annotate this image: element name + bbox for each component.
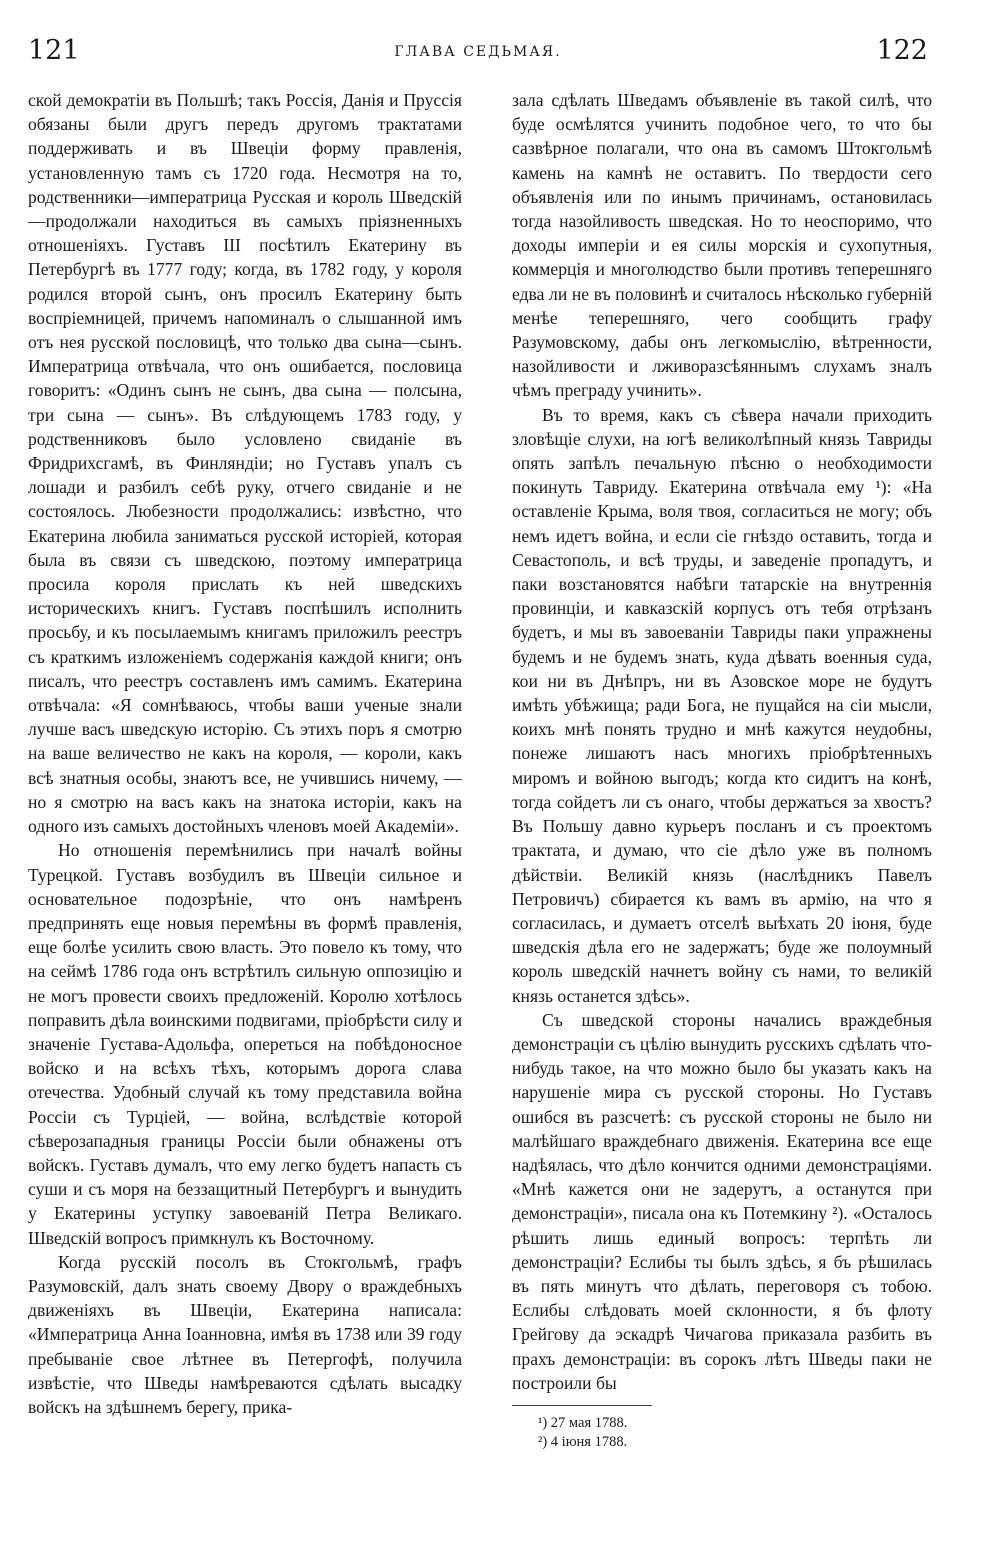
left-column xyxy=(28,88,462,1419)
footnote: ²) 4 іюня 1788. xyxy=(538,1433,628,1450)
paragraph: Но отношенія перемѣнились при началѣ войны Турецкой. Густавъ возбудилъ въ Швеціи сильное и основательное подозрѣніе, что онъ намѣренъ предпринять еще новыя перемѣны въ формѣ правленія, еще болѣе усилить свою власть. Это повело къ тому, что на сеймѣ 1786 года онъ встрѣтилъ сильную оппозицію и не могъ провести своихъ предложеній. Королю хотѣлось поправить дѣла воинскими подвигами, пріобрѣсти силу и значеніе Густава-Адольфа, опереться на побѣдоносное войско и на всѣхъ тѣхъ, которымъ дорога слава отечества. Удобный случай къ тому представила война Россіи съ Турціей, — война, вслѣдствіе которой сѣверозападныя границы Россіи были обнажены отъ войскъ. Густавъ думалъ, что ему легко будетъ напасть съ суши и съ моря на беззащитный Петербургъ и вынудить у Екатерины уступку завоеваній Петра Великаго. Шведскій вопросъ примкнулъ къ Восточному. xyxy=(28,840,462,1248)
running-header xyxy=(28,34,928,74)
footnote: ¹) 27 мая 1788. xyxy=(538,1414,628,1431)
paragraph: Когда русскій посолъ въ Стокгольмѣ, графъ Разумовскій, далъ знать своему Двору о враждебныхъ движеніяхъ въ Швеціи, Екатерина написала: «Императрица Анна Іоанновна, имѣя въ 1738 или 39 году пребываніе свое лѣтнее въ Петергофѣ, получила извѣстіе, что Шведы намѣреваются сдѣлать высадку войскъ на здѣшнемъ берегу, прика- xyxy=(28,1251,462,1417)
footnote-divider xyxy=(512,1405,652,1406)
page-number-right: 122 xyxy=(876,35,928,66)
paragraph: Съ шведской стороны начались враждебныя демонстраціи съ цѣлію вынудить русскихъ сдѣлать что-нибудь такое, на что можно было бы указать какъ на нарушеніе мира съ русской стороны. Но Густавъ ошибся въ разсчетѣ: съ русской стороны не было ни малѣйшаго враждебнаго движенія. Екатерина все еще надѣялась, что дѣло кончится одними демонстраціями. «Мнѣ кажется они не задерутъ, а останутся при демонстраціи», писала она къ Потемкину ²). «Осталось рѣшить лишь единый вопросъ: терпѣть ли демонстраціи? Еслибы ты былъ здѣсь, я бъ рѣшилась въ пять минутъ что дѣлать, переговоря съ тобою. Еслибы слѣдовать моей склонности, я бъ флоту Грейгову да эскадрѣ Чичагова приказала разбить въ прахъ демонстраціи: въ сорокъ лѣтъ Шведы паки не построили бы xyxy=(512,1009,932,1393)
footnotes xyxy=(512,1414,932,1452)
page-number-left: 121 xyxy=(28,35,80,66)
paragraph: ской демократіи въ Польшѣ; такъ Россія, Данія и Пруссія обязаны были другъ передъ другомъ трактатами поддерживать и въ Швеціи форму правленія, установленную тамъ съ 1720 года. Несмотря на то, родственники—императрица Русская и король Шведскій—продолжали находиться въ самыхъ пріязненныхъ отношеніяхъ. Густавъ III посѣтилъ Екатерину въ Петербургѣ въ 1777 году; когда, въ 1782 году, у короля родился второй сынъ, онъ просилъ Екатерину быть воспріемницей, причемъ напоминалъ о слышанной имъ отъ нея русской пословицѣ, что только два сына—сынъ. Императрица отвѣчала, что онъ ошибается, пословица говоритъ: «Одинъ сынъ не сынъ, два сына — полсына, три сына — сынъ». Въ слѣдующемъ 1783 году, у родственниковъ было условлено свиданіе въ Фридрихсгамѣ, въ Финляндіи; но Густавъ упалъ съ лошади и разбилъ себѣ руку, отчего свиданіе и не состоялось. Любезности продолжались: извѣстно, что Екатерина любила заниматься русской исторіей, которая была въ связи съ шведскою, поэтому императрица просила короля прислать къ ней шведскихъ историческихъ книгъ. Густавъ поспѣшилъ исполнить просьбу, и къ посылаемымъ книгамъ приложилъ реестръ съ краткимъ изложеніемъ содержанія каждой книги; онъ писалъ, что реестръ составленъ имъ самимъ. Екатерина отвѣчала: «Я сомнѣваюсь, чтобы ваши ученые знали лучше васъ шведскую исторію. Съ этихъ поръ я смотрю на ваше величество не какъ на короля, — короли, какъ всѣ знатныя особы, знаютъ все, не учившись ничему, — но я смотрю на васъ какъ на знатока исторіи, какъ на одного изъ самыхъ достойныхъ членовъ моей Академіи». xyxy=(28,90,462,837)
paragraph: зала сдѣлать Шведамъ объявленіе въ такой силѣ, что буде осмѣлятся учинить подобное чего, то что бы сазвѣрное полагали, что она въ самомъ Штокгольмѣ камень на камнѣ не оставитъ. По твердости сего объявленія или по инымъ причинамъ, остановилась тогда назойливость шведская. Но то неоспоримо, что доходы имперіи и ея силы морскія и сухопутныя, коммерція и многолюдство были противъ теперешняго едва ли не въ половинѣ и считалось нѣсколько губерній менѣе теперешняго, чего сообщить графу Разумовскому, дабы онъ легкомыслію, вѣтренности, назойливости и лживоразсѣяннымъ слухамъ зналъ чѣмъ преграду учинить». xyxy=(512,90,932,401)
right-column xyxy=(512,88,932,1452)
paragraph: Въ то время, какъ съ сѣвера начали приходить зловѣщіе слухи, на югѣ великолѣпный князь Тавриды опять запѣлъ печальную пѣсню о необходимости покинуть Тавриду. Екатерина отвѣчала ему ¹): «На оставленіе Крыма, воля твоя, согласиться не могу; объ немъ идетъ война, и если сіе гнѣздо оставить, тогда и Севастополь, и всѣ труды, и заведеніе пропадутъ, и паки возстановятся набѣги татарскіе на внутреннія провинціи, и кавказскій корпусъ отъ тебя отрѣзанъ будетъ, и мы въ завоеваніи Тавриды паки упражнены будемъ и не будемъ знать, куда дѣвать военныя суда, кои ни въ Днѣпръ, ни въ Азовское море не будутъ имѣть убѣжища; ради Бога, не пущайся на сіи мысли, коихъ мнѣ понять трудно и мнѣ кажутся неудобны, понеже лишаютъ насъ многихъ пріобрѣтенныхъ миромъ и войною выгодъ; когда кто сидитъ на конѣ, тогда сойдетъ ли съ онаго, чтобы держаться за хвостъ? Въ Польшу давно курьеръ посланъ и съ проектомъ трактата, и думаю, что сіе дѣло уже въ полномъ дѣйствіи. Великій князь (наслѣдникъ Павелъ Петровичъ) сбирается къ вамъ въ армію, на что я согласилась, и думаетъ отселѣ выѣхать 20 іюня, буде шведскія дѣла его не задержатъ; буде же полоумный король шведскій начнетъ войну съ нами, то великій князь останется здѣсь». xyxy=(512,404,932,1006)
chapter-title: ГЛАВА СЕДЬМАЯ. xyxy=(394,44,562,60)
